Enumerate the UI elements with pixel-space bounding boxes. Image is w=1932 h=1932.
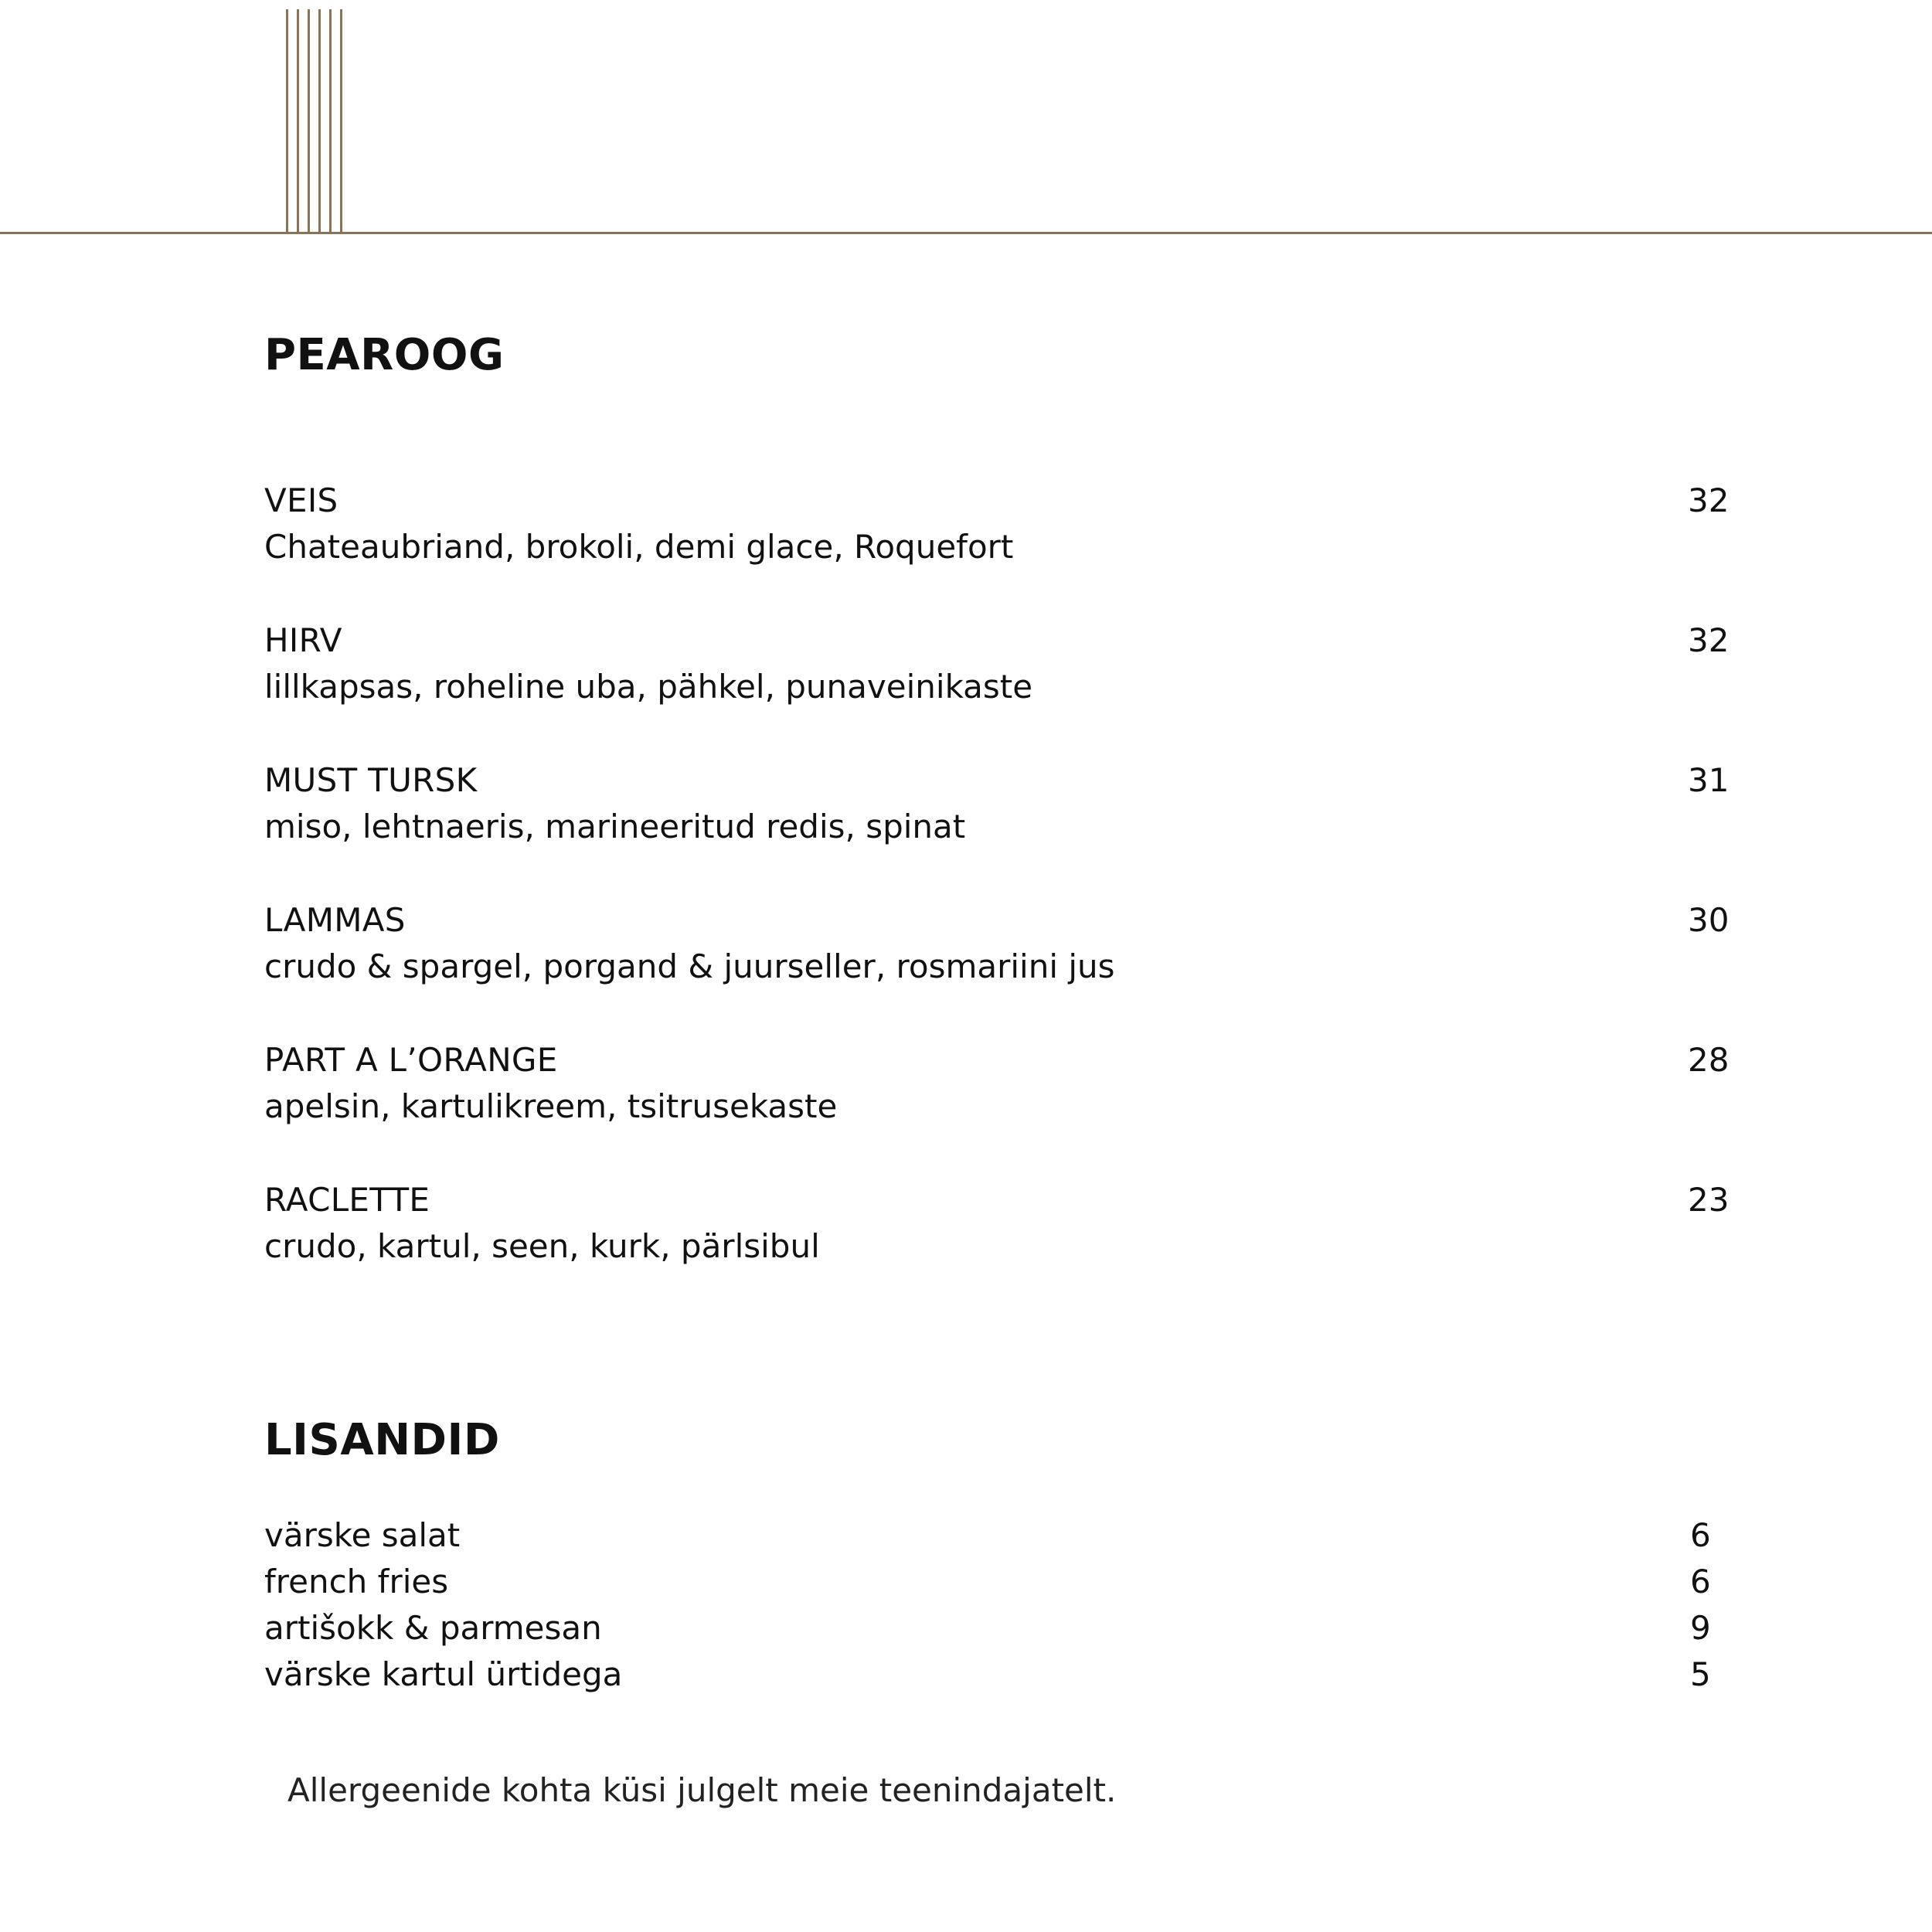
allergen-note: Allergeenide kohta küsi julgelt meie teenindajatelt.: [287, 1771, 1117, 1809]
side-item: [264, 1609, 1733, 1655]
side-price: 5: [1690, 1655, 1711, 1693]
dish-price: 28: [1688, 1041, 1730, 1079]
dish-price: 31: [1688, 761, 1730, 799]
dish-name: PART A L’ORANGE: [264, 1041, 558, 1079]
dish-name: RACLETTE: [264, 1181, 430, 1219]
decorative-vertical-line: [308, 9, 310, 233]
side-price: 6: [1690, 1516, 1711, 1554]
side-name: artišokk & parmesan: [264, 1609, 602, 1647]
dish-description: apelsin, kartulikreem, tsitrusekaste: [264, 1087, 838, 1125]
dish-name: LAMMAS: [264, 901, 406, 939]
decorative-vertical-line: [340, 9, 342, 233]
decorative-horizontal-rule: [0, 232, 1932, 234]
side-item: [264, 1516, 1733, 1563]
dish-price: 30: [1688, 901, 1730, 939]
side-item: [264, 1563, 1733, 1609]
dish-description: lillkapsas, roheline uba, pähkel, punaveinikaste: [264, 668, 1033, 706]
dish-name: VEIS: [264, 481, 338, 519]
dish-description: miso, lehtnaeris, marineeritud redis, spinat: [264, 808, 966, 845]
decorative-vertical-line: [297, 9, 299, 233]
decorative-vertical-line: [286, 9, 288, 233]
dish-description: crudo & spargel, porgand & juurseller, rosmariini jus: [264, 947, 1115, 985]
dish-price: 32: [1688, 621, 1730, 659]
side-name: french fries: [264, 1563, 449, 1600]
section-title-sides: LISANDID: [264, 1415, 500, 1465]
dish-price: 23: [1688, 1181, 1730, 1219]
dish-price: 32: [1688, 481, 1730, 519]
side-price: 6: [1690, 1563, 1711, 1600]
dish-description: crudo, kartul, seen, kurk, pärlsibul: [264, 1227, 820, 1265]
dish-description: Chateaubriand, brokoli, demi glace, Roquefort: [264, 528, 1014, 566]
dish-name: HIRV: [264, 621, 342, 659]
side-item: [264, 1655, 1733, 1702]
decorative-vertical-line: [318, 9, 321, 233]
dish-name: MUST TURSK: [264, 761, 478, 799]
decorative-vertical-line: [329, 9, 332, 233]
side-name: värske kartul ürtidega: [264, 1655, 623, 1693]
side-name: värske salat: [264, 1516, 461, 1554]
side-price: 9: [1690, 1609, 1711, 1647]
section-title-mains: PEAROOG: [264, 330, 505, 380]
